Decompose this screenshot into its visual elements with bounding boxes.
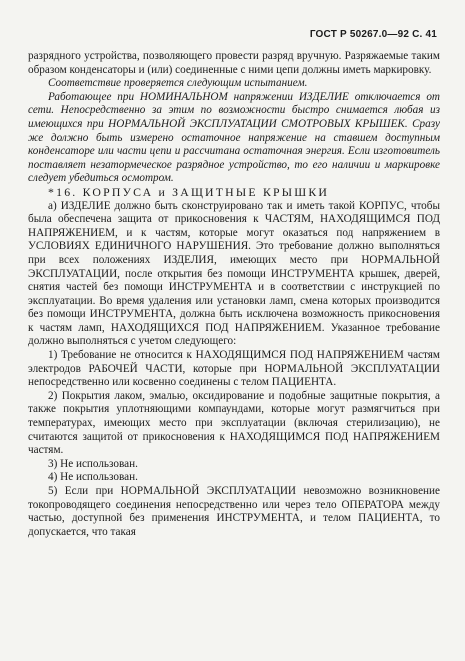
- paragraph-item-4: 4) Не использован.: [48, 471, 138, 484]
- paragraph-item-1: 1) Требование не относится к НАХОДЯЩИМСЯ ПОД НАПРЯЖЕНИЕМ частям электродов РАБОЧЕЙ ЧАСТИ, которые при НОРМАЛЬНОЙ ЭКСПЛУАТАЦИИ непосредственно или косвенно соединены с телом ПАЦИЕНТА.: [28, 349, 440, 389]
- section-heading: *16. КОРПУСА и ЗАЩИТНЫЕ КРЫШКИ: [48, 184, 330, 199]
- page-header: ГОСТ Р 50267.0—92 С. 41: [309, 29, 437, 40]
- paragraph-item-2: 2) Покрытия лаком, эмалью, оксидирование и подобные защитные покрытия, а также покрытия уплотняющими компаундами, которые могут размягчиться при температурах, имеющих место при эксплуатации (включая стерилизацию), не считаются защитой от прикосновения к НАХОДЯЩИМСЯ ПОД НАПРЯЖЕНИЕМ частям.: [28, 389, 440, 457]
- paragraph-continuation: разрядного устройства, позволяющего провести разряд вручную. Разряжаемые таким образом конденсаторы и (или) соединенные с ними цепи должны иметь маркировку.: [28, 50, 440, 76]
- paragraph-test-procedure: Работающее при НОМИНАЛЬНОМ напряжении ИЗДЕЛИЕ отключается от сети. Непосредственно за этим по возможности быстро снимается любая из имеющихся при НОРМАЛЬНОЙ ЭКСПЛУАТАЦИИ СМОТРОВЫХ КРЫШЕК. Сразу же должно быть измерено остаточное напряжение на ставшем доступным конденсаторе или части цепи и рассчитана остаточная энергия. Если изготовитель поставляет незатормеческое разрядное устройство, то его наличии и маркировке следует убедиться осмотром.: [28, 90, 440, 185]
- paragraph-item-5: 5) Если при НОРМАЛЬНОЙ ЭКСПЛУАТАЦИИ невозможно возникновение токопроводящего соединения непосредственно или через тело ОПЕРАТОРА между частью, доступной без применения ИНСТРУМЕНТА, и телом ПАЦИЕНТА, то допускается, что такая: [28, 485, 440, 538]
- paragraph-test-intro: Соответствие проверяется следующим испытанием.: [48, 77, 308, 90]
- paragraph-item-3: 3) Не использован.: [48, 457, 138, 470]
- document-body: [28, 50, 440, 539]
- paragraph-item-a: а) ИЗДЕЛИЕ должно быть сконструировано так и иметь такой КОРПУС, чтобы была обеспечена защита от прикосновения к ЧАСТЯМ, НАХОДЯЩИМСЯ ПОД НАПРЯЖЕНИЕМ, и к частям, которые могут оказаться под напряжением в УСЛОВИЯХ ЕДИНИЧНОГО НАРУШЕНИЯ. Это требование должно выполняться при всех положениях ИЗДЕЛИЯ, имеющих место при НОРМАЛЬНОЙ ЭКСПЛУАТАЦИИ, после открытия без помощи ИНСТРУМЕНТА крышек, дверей, снятия частей без помощи ИНСТРУМЕНТА и в соответствии с инструкцией по эксплуатации. Во время удаления или установки ламп, смена которых производится без помощи ИНСТРУМЕНТА, должна быть исключена возможность прикосновения к частям ламп, НАХОДЯЩИХСЯ ПОД НАПРЯЖЕНИЕМ. Указанное требование должно выполняться с учетом следующего:: [28, 199, 440, 348]
